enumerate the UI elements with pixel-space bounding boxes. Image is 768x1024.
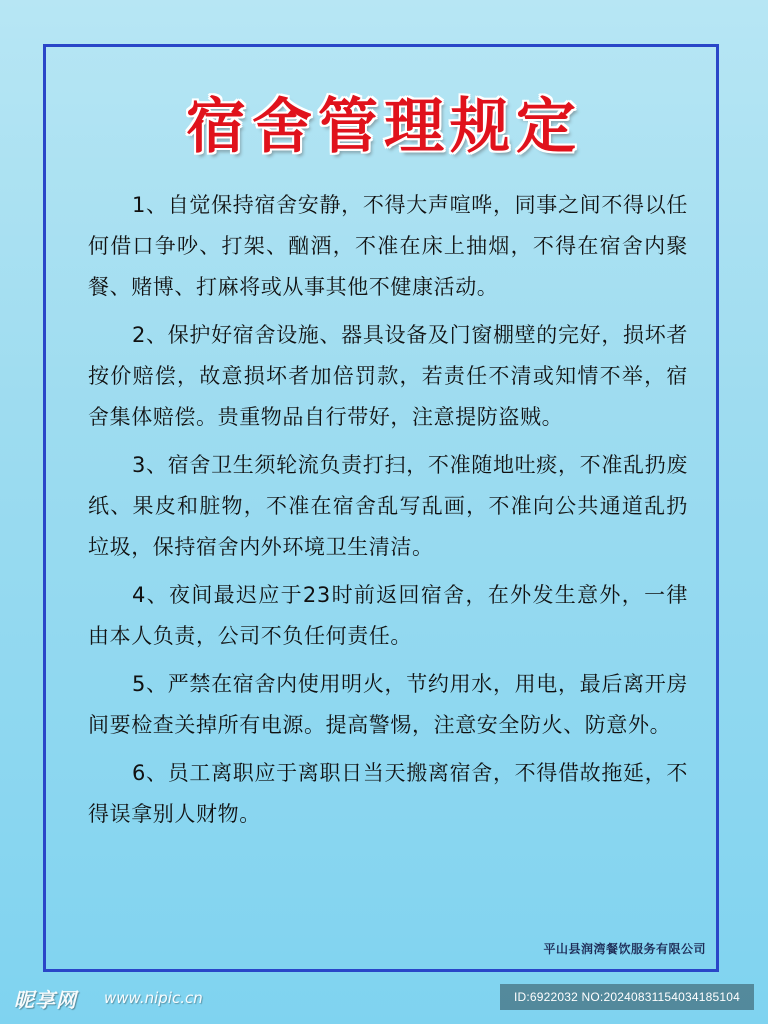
rule-item-3: 3、宿舍卫生须轮流负责打扫，不准随地吐痰，不准乱扔废纸、果皮和脏物，不准在宿舍乱写乱画，不准向公共通道乱扔垃圾，保持宿舍内外环境卫生清洁。 (88, 453, 688, 559)
watermark-logo: 昵享网 (14, 988, 77, 1012)
company-name: 平山县润湾餐饮服务有限公司 (543, 942, 706, 956)
watermark-site-url: www.nipic.cn (104, 989, 203, 1007)
rules-list (88, 185, 688, 842)
rule-item-5: 5、严禁在宿舍内使用明火，节约用水，用电，最后离开房间要检查关掉所有电源。提高警惕，注意安全防火、防意外。 (88, 672, 688, 737)
document-title: 宿舍管理规定 (186, 92, 582, 162)
rule-item-4: 4、夜间最迟应于23时前返回宿舍，在外发生意外，一律由本人负责，公司不负任何责任。 (88, 583, 688, 648)
rule-item-2: 2、保护好宿舍设施、器具设备及门窗棚壁的完好，损坏者按价赔偿，故意损坏者加倍罚款，若责任不清或知情不举，宿舍集体赔偿。贵重物品自行带好，注意提防盗贼。 (88, 323, 688, 429)
rule-item-6: 6、员工离职应于离职日当天搬离宿舍，不得借故拖延，不得误拿别人财物。 (88, 761, 688, 826)
watermark-id-badge: ID:6922032 NO:20240831154034185104 (500, 984, 754, 1010)
rule-item-1: 1、自觉保持宿舍安静，不得大声喧哗，同事之间不得以任何借口争吵、打架、酗酒，不准在床上抽烟，不得在宿舍内聚餐、赌博、打麻将或从事其他不健康活动。 (88, 193, 688, 299)
